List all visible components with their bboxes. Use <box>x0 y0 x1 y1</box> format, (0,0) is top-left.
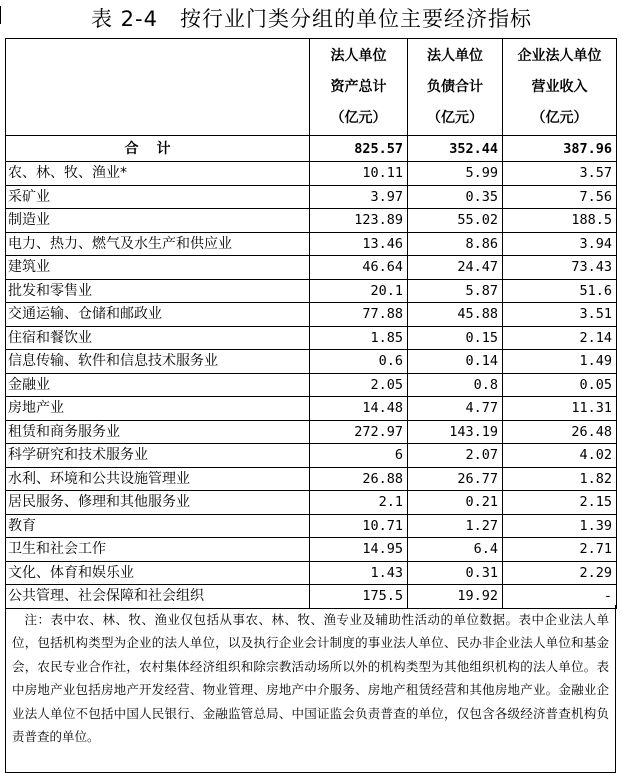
total-row <box>6 136 617 162</box>
assets-value: 77.88 <box>310 303 408 327</box>
liabilities-value: 5.99 <box>408 162 503 186</box>
assets-value: 20.1 <box>310 279 408 303</box>
liabilities-value: 143.19 <box>408 420 503 444</box>
liabilities-value: 0.14 <box>408 350 503 374</box>
assets-value: 6 <box>310 444 408 468</box>
total-liabilities: 352.44 <box>408 136 503 162</box>
industry-name: 金融业 <box>6 373 310 397</box>
table-row <box>6 467 617 491</box>
industry-name: 农、林、牧、渔业* <box>6 162 310 186</box>
total-revenue: 387.96 <box>503 136 617 162</box>
header-row <box>6 39 617 136</box>
table-row <box>6 397 617 421</box>
table-row <box>6 420 617 444</box>
industry-name: 房地产业 <box>6 397 310 421</box>
revenue-value: 2.15 <box>503 491 617 515</box>
liabilities-value: 45.88 <box>408 303 503 327</box>
table-row <box>6 162 617 186</box>
industry-name: 采矿业 <box>6 185 310 209</box>
assets-value: 13.46 <box>310 232 408 256</box>
assets-value: 10.71 <box>310 514 408 538</box>
header-liabilities: 法人单位 负债合计 （亿元） <box>408 39 503 136</box>
industry-name: 文化、体育和娱乐业 <box>6 561 310 585</box>
table-row <box>6 373 617 397</box>
footnote: 注：表中农、林、牧、渔业仅包括从事农、林、牧、渔专业及辅助性活动的单位数据。表中企业法人单位，包括机构类型为企业的法人单位，以及执行企业会计制度的事业法人单位、民办非企业法人单位和基金会，农民专业合作社，农村集体经济组织和除宗教活动场所以外的机构类型为其他组织机构的法人单位。表中房地产业包括房地产开发经营、物业管理、房地产中介服务、房地产租赁经营和其他房地产业。金融业企业法人单位不包括中国人民银行、金融监管总局、中国证监会负责普查的单位，仅包含各级经济普查机构负责普查的单位。 <box>5 605 616 773</box>
table-row <box>6 514 617 538</box>
industry-name: 电力、热力、燃气及水生产和供应业 <box>6 232 310 256</box>
liabilities-value: 4.77 <box>408 397 503 421</box>
revenue-value: 7.56 <box>503 185 617 209</box>
revenue-value: 1.49 <box>503 350 617 374</box>
assets-value: 46.64 <box>310 256 408 280</box>
assets-value: 2.1 <box>310 491 408 515</box>
industry-name: 租赁和商务服务业 <box>6 420 310 444</box>
liabilities-value: 55.02 <box>408 209 503 233</box>
industry-name: 交通运输、仓储和邮政业 <box>6 303 310 327</box>
table-row <box>6 491 617 515</box>
revenue-value: 73.43 <box>503 256 617 280</box>
table-row <box>6 209 617 233</box>
liabilities-value: 1.27 <box>408 514 503 538</box>
header-industry <box>6 39 310 136</box>
revenue-value: 2.29 <box>503 561 617 585</box>
liabilities-value: 6.4 <box>408 538 503 562</box>
liabilities-value: 26.77 <box>408 467 503 491</box>
assets-value: 1.85 <box>310 326 408 350</box>
table-row <box>6 350 617 374</box>
assets-value: 10.11 <box>310 162 408 186</box>
header-revenue: 企业法人单位 营业收入 （亿元） <box>503 39 617 136</box>
table-row <box>6 185 617 209</box>
revenue-value: 2.14 <box>503 326 617 350</box>
indicator-table <box>5 38 617 609</box>
revenue-value: 2.71 <box>503 538 617 562</box>
liabilities-value: 0.21 <box>408 491 503 515</box>
revenue-value: 4.02 <box>503 444 617 468</box>
industry-name: 卫生和社会工作 <box>6 538 310 562</box>
liabilities-value: 2.07 <box>408 444 503 468</box>
table-row <box>6 256 617 280</box>
liabilities-value: 0.31 <box>408 561 503 585</box>
industry-name: 批发和零售业 <box>6 279 310 303</box>
assets-value: 1.43 <box>310 561 408 585</box>
revenue-value: 3.51 <box>503 303 617 327</box>
liabilities-value: 24.47 <box>408 256 503 280</box>
table-row <box>6 303 617 327</box>
table-row <box>6 232 617 256</box>
total-label: 合计 <box>6 136 310 162</box>
table-title: 表 2-4 按行业门类分组的单位主要经济指标 <box>91 7 532 31</box>
table-row <box>6 279 617 303</box>
liabilities-value: 0.35 <box>408 185 503 209</box>
revenue-value: 1.82 <box>503 467 617 491</box>
industry-name: 住宿和餐饮业 <box>6 326 310 350</box>
table-row <box>6 444 617 468</box>
revenue-value: 11.31 <box>503 397 617 421</box>
assets-value: 175.5 <box>310 585 408 609</box>
industry-name: 教育 <box>6 514 310 538</box>
liabilities-value: 0.15 <box>408 326 503 350</box>
revenue-value: 3.57 <box>503 162 617 186</box>
liabilities-value: 8.86 <box>408 232 503 256</box>
table-row <box>6 326 617 350</box>
revenue-value: 3.94 <box>503 232 617 256</box>
assets-value: 3.97 <box>310 185 408 209</box>
industry-name: 居民服务、修理和其他服务业 <box>6 491 310 515</box>
assets-value: 26.88 <box>310 467 408 491</box>
header-assets: 法人单位 资产总计 （亿元） <box>310 39 408 136</box>
revenue-value: 188.5 <box>503 209 617 233</box>
revenue-value: - <box>503 585 617 609</box>
assets-value: 14.48 <box>310 397 408 421</box>
assets-value: 272.97 <box>310 420 408 444</box>
industry-name: 水利、环境和公共设施管理业 <box>6 467 310 491</box>
revenue-value: 0.05 <box>503 373 617 397</box>
table-row <box>6 538 617 562</box>
liabilities-value: 0.8 <box>408 373 503 397</box>
industry-name: 建筑业 <box>6 256 310 280</box>
liabilities-value: 19.92 <box>408 585 503 609</box>
assets-value: 0.6 <box>310 350 408 374</box>
industry-name: 制造业 <box>6 209 310 233</box>
revenue-value: 1.39 <box>503 514 617 538</box>
revenue-value: 51.6 <box>503 279 617 303</box>
liabilities-value: 5.87 <box>408 279 503 303</box>
assets-value: 14.95 <box>310 538 408 562</box>
revenue-value: 26.48 <box>503 420 617 444</box>
industry-name: 信息传输、软件和信息技术服务业 <box>6 350 310 374</box>
assets-value: 2.05 <box>310 373 408 397</box>
industry-name: 科学研究和技术服务业 <box>6 444 310 468</box>
total-assets: 825.57 <box>310 136 408 162</box>
table-row <box>6 561 617 585</box>
industry-name: 公共管理、社会保障和社会组织 <box>6 585 310 609</box>
assets-value: 123.89 <box>310 209 408 233</box>
